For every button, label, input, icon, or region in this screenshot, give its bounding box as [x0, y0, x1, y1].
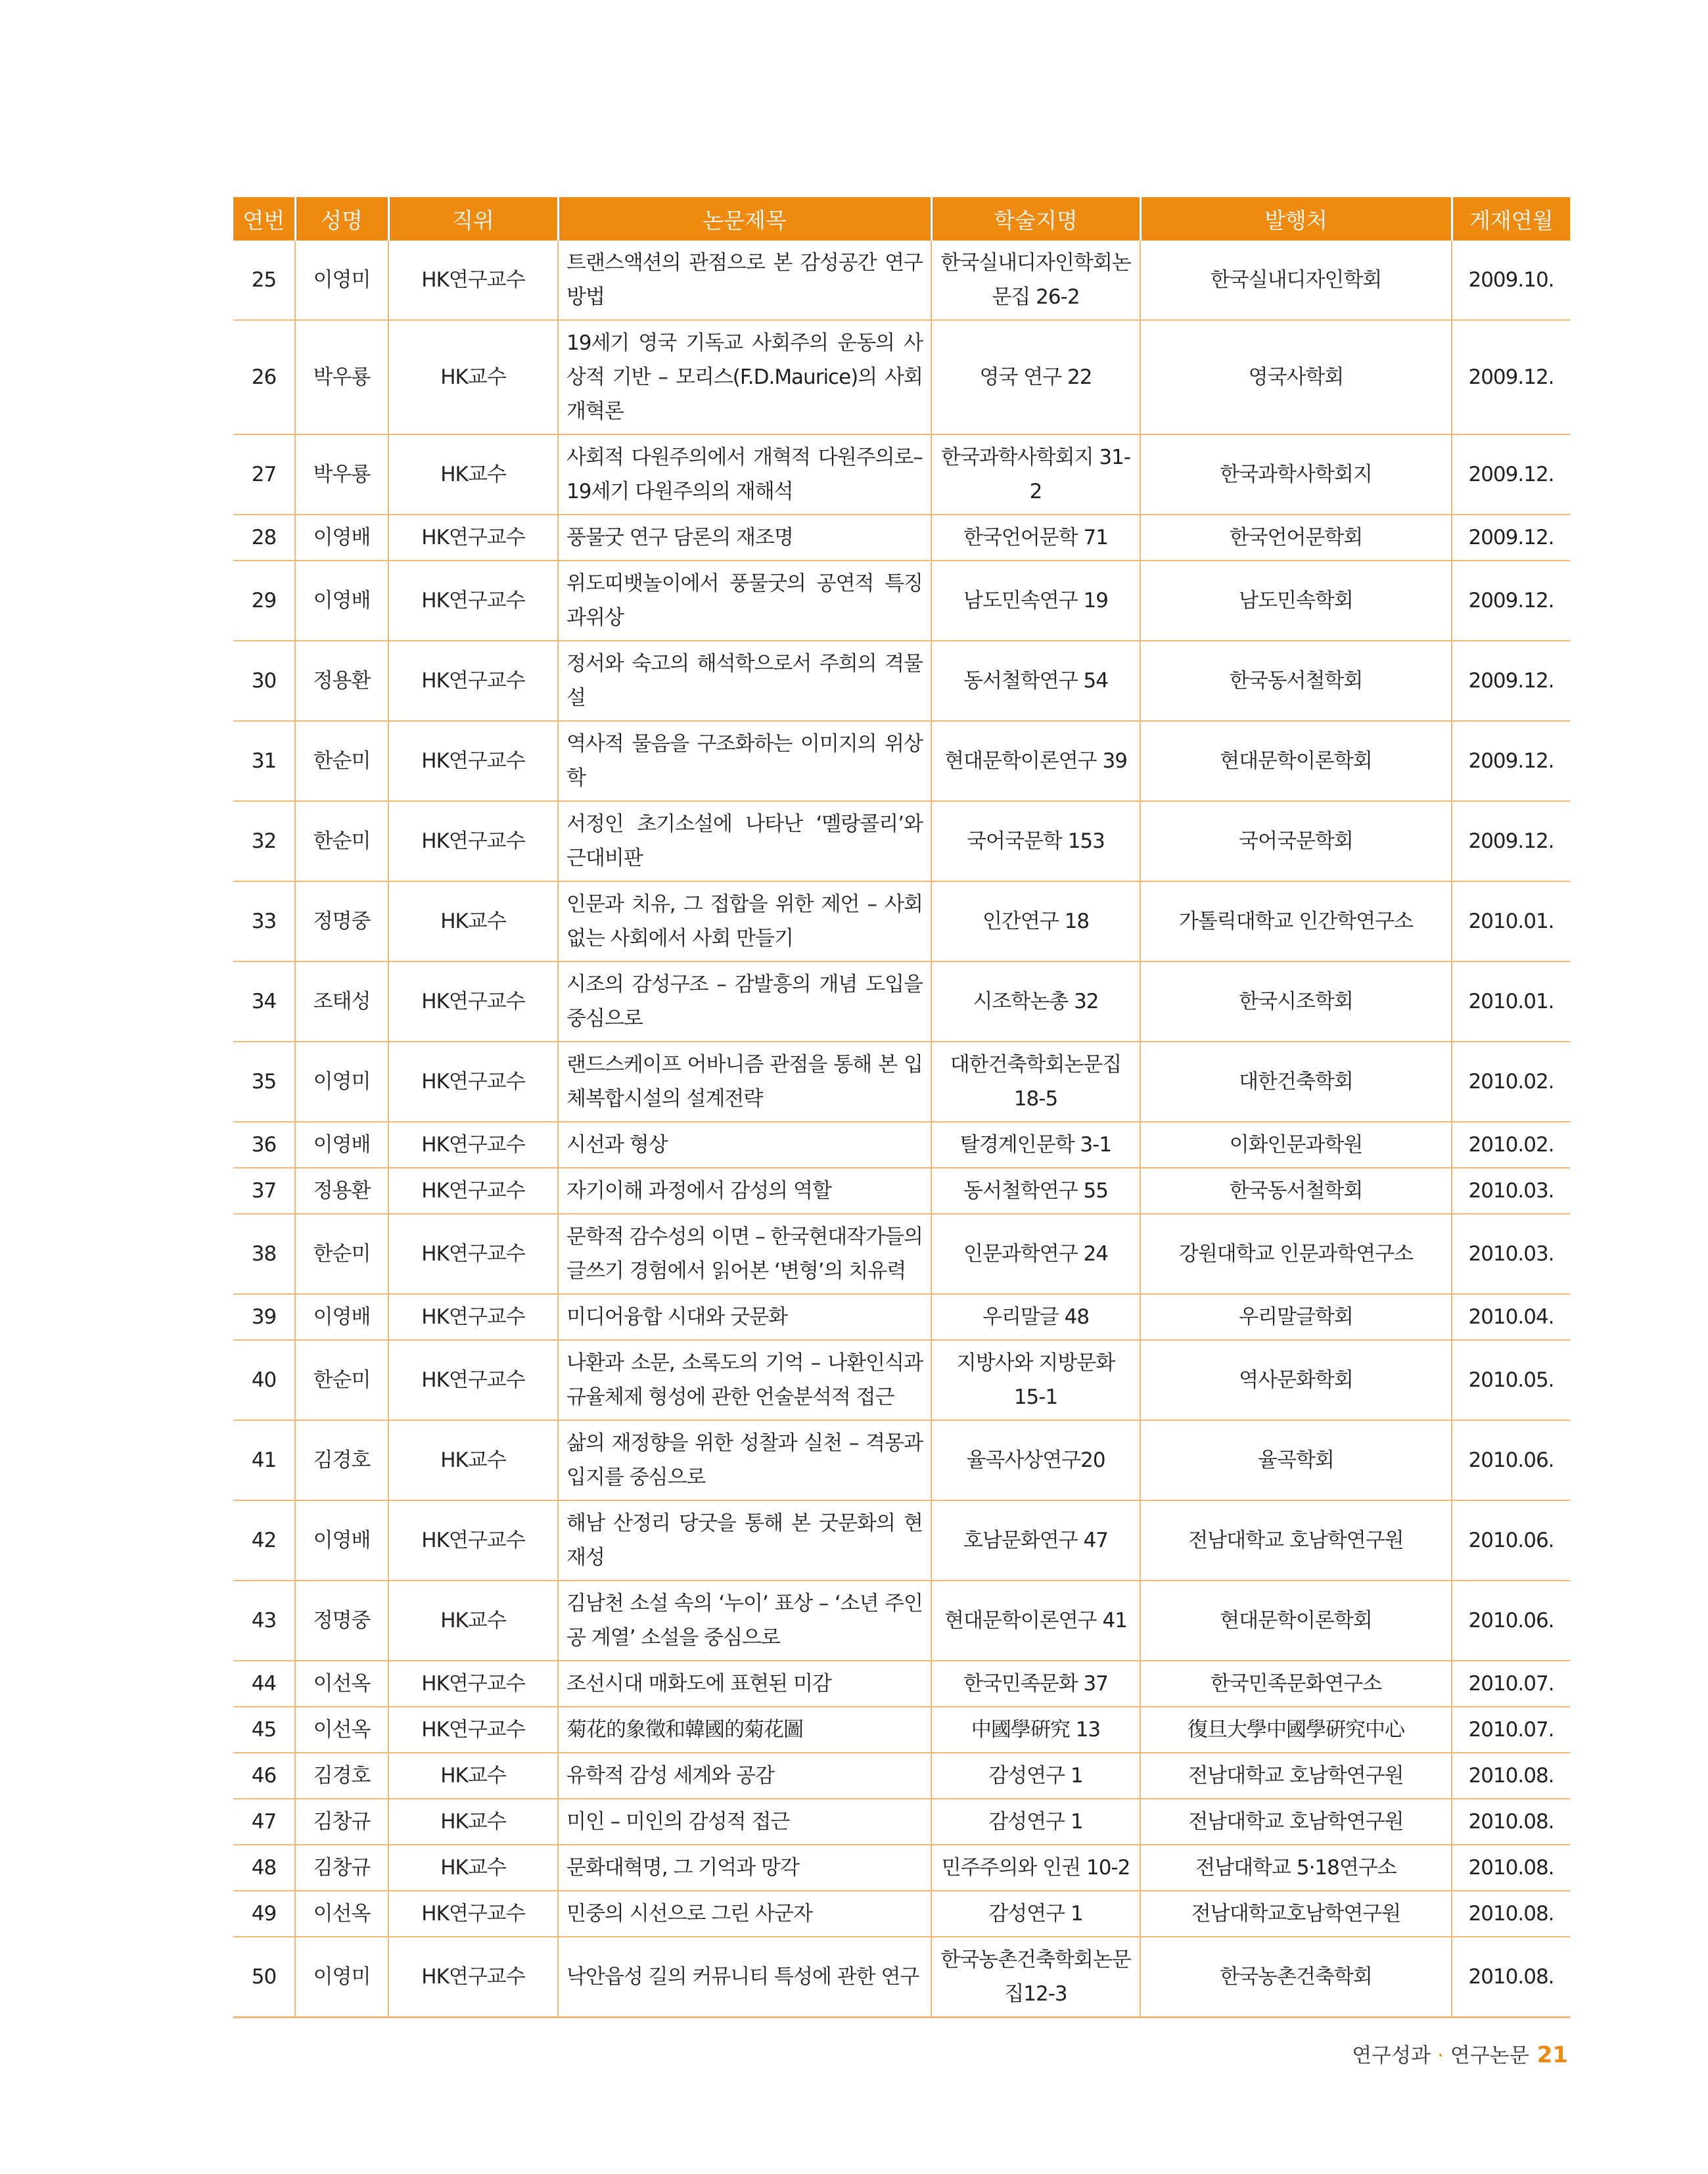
cell-date: 2010.02.: [1452, 1122, 1570, 1168]
table-row: [233, 641, 1570, 721]
cell-position: HK연구교수: [388, 515, 558, 561]
cell-position: HK연구교수: [388, 1661, 558, 1707]
cell-date: 2010.06.: [1452, 1500, 1570, 1581]
cell-name: 이선옥: [295, 1891, 388, 1937]
cell-title: 인문과 치유, 그 접합을 위한 제언 – 사회없는 사회에서 사회 만들기: [558, 881, 931, 961]
cell-position: HK연구교수: [388, 641, 558, 721]
cell-no: 48: [233, 1845, 295, 1891]
cell-publisher: 전남대학교 5·18연구소: [1140, 1845, 1452, 1891]
cell-name: 이선옥: [295, 1661, 388, 1707]
cell-date: 2010.08.: [1452, 1937, 1570, 2018]
cell-position: HK연구교수: [388, 1891, 558, 1937]
cell-title: 사회적 다원주의에서 개혁적 다원주의로–19세기 다원주의의 재해석: [558, 434, 931, 515]
cell-no: 44: [233, 1661, 295, 1707]
cell-journal: 한국언어문학 71: [931, 515, 1140, 561]
cell-publisher: 한국과학사학회지: [1140, 434, 1452, 515]
cell-journal: 남도민속연구 19: [931, 561, 1140, 641]
cell-journal: 시조학논총 32: [931, 961, 1140, 1042]
cell-name: 한순미: [295, 721, 388, 801]
cell-name: 이영배: [295, 1294, 388, 1340]
table-row: [233, 1799, 1570, 1845]
cell-date: 2010.08.: [1452, 1799, 1570, 1845]
cell-position: HK연구교수: [388, 1500, 558, 1581]
cell-journal: 민주주의와 인권 10-2: [931, 1845, 1140, 1891]
cell-position: HK연구교수: [388, 1168, 558, 1214]
cell-journal: 인간연구 18: [931, 881, 1140, 961]
cell-position: HK교수: [388, 1420, 558, 1500]
cell-journal: 현대문학이론연구 39: [931, 721, 1140, 801]
cell-publisher: 전남대학교호남학연구원: [1140, 1891, 1452, 1937]
cell-name: 정용환: [295, 1168, 388, 1214]
cell-date: 2010.08.: [1452, 1891, 1570, 1937]
cell-publisher: 한국농촌건축학회: [1140, 1937, 1452, 2018]
cell-date: 2010.06.: [1452, 1420, 1570, 1500]
table-row: [233, 1937, 1570, 2018]
cell-journal: 호남문화연구 47: [931, 1500, 1140, 1581]
cell-title: 문화대혁명, 그 기억과 망각: [558, 1845, 931, 1891]
column-header-publisher: 발행처: [1140, 197, 1452, 241]
cell-publisher: 한국실내디자인학회: [1140, 241, 1452, 320]
cell-date: 2009.12.: [1452, 561, 1570, 641]
cell-date: 2010.06.: [1452, 1581, 1570, 1661]
table-row: [233, 1420, 1570, 1500]
cell-publisher: 국어국문학회: [1140, 801, 1452, 881]
cell-date: 2010.08.: [1452, 1845, 1570, 1891]
cell-publisher: 復旦大學中國學硏究中心: [1140, 1707, 1452, 1753]
cell-title: 정서와 숙고의 해석학으로서 주희의 격물설: [558, 641, 931, 721]
cell-name: 정명중: [295, 1581, 388, 1661]
cell-no: 32: [233, 801, 295, 881]
table-row: [233, 434, 1570, 515]
cell-name: 이영배: [295, 561, 388, 641]
cell-publisher: 역사문화학회: [1140, 1340, 1452, 1420]
cell-publisher: 한국시조학회: [1140, 961, 1452, 1042]
cell-no: 47: [233, 1799, 295, 1845]
cell-title: 시조의 감성구조 – 감발흥의 개념 도입을 중심으로: [558, 961, 931, 1042]
cell-date: 2009.12.: [1452, 721, 1570, 801]
cell-position: HK연구교수: [388, 961, 558, 1042]
cell-publisher: 한국민족문화연구소: [1140, 1661, 1452, 1707]
cell-name: 한순미: [295, 801, 388, 881]
cell-title: 시선과 형상: [558, 1122, 931, 1168]
cell-journal: 탈경계인문학 3-1: [931, 1122, 1140, 1168]
column-header-name: 성명: [295, 197, 388, 241]
cell-publisher: 현대문학이론학회: [1140, 1581, 1452, 1661]
cell-name: 이영미: [295, 1937, 388, 2018]
cell-no: 35: [233, 1042, 295, 1122]
cell-no: 30: [233, 641, 295, 721]
table-body: [233, 241, 1570, 2018]
cell-no: 27: [233, 434, 295, 515]
cell-title: 서정인 초기소설에 나타난 ‘멜랑콜리’와 근대비판: [558, 801, 931, 881]
cell-no: 49: [233, 1891, 295, 1937]
cell-position: HK연구교수: [388, 721, 558, 801]
cell-journal: 국어국문학 153: [931, 801, 1140, 881]
table-row: [233, 1891, 1570, 1937]
cell-no: 45: [233, 1707, 295, 1753]
cell-position: HK교수: [388, 434, 558, 515]
column-header-date: 게재연월: [1452, 197, 1570, 241]
cell-position: HK연구교수: [388, 1294, 558, 1340]
cell-title: 민중의 시선으로 그린 사군자: [558, 1891, 931, 1937]
cell-date: 2009.12.: [1452, 801, 1570, 881]
paper-list-table: [233, 197, 1570, 2018]
footer-separator-dot: ·: [1437, 2044, 1444, 2068]
footer-section: 연구성과: [1352, 2044, 1431, 2068]
cell-name: 이영배: [295, 1122, 388, 1168]
cell-position: HK연구교수: [388, 241, 558, 320]
table-row: [233, 961, 1570, 1042]
cell-no: 50: [233, 1937, 295, 2018]
cell-title: 菊花的象徵和韓國的菊花圖: [558, 1707, 931, 1753]
cell-journal: 한국민족문화 37: [931, 1661, 1140, 1707]
table-row: [233, 1707, 1570, 1753]
cell-date: 2010.03.: [1452, 1214, 1570, 1294]
cell-date: 2010.01.: [1452, 881, 1570, 961]
cell-position: HK연구교수: [388, 1707, 558, 1753]
table-row: [233, 1581, 1570, 1661]
cell-position: HK교수: [388, 1799, 558, 1845]
cell-journal: 현대문학이론연구 41: [931, 1581, 1140, 1661]
cell-journal: 대한건축학회논문집 18-5: [931, 1042, 1140, 1122]
cell-journal: 감성연구 1: [931, 1753, 1140, 1799]
cell-journal: 中國學硏究 13: [931, 1707, 1140, 1753]
cell-name: 이영미: [295, 241, 388, 320]
cell-date: 2010.05.: [1452, 1340, 1570, 1420]
cell-position: HK연구교수: [388, 1122, 558, 1168]
cell-name: 박우룡: [295, 320, 388, 434]
cell-date: 2009.10.: [1452, 241, 1570, 320]
table-row: [233, 1294, 1570, 1340]
table-row: [233, 881, 1570, 961]
cell-date: 2010.07.: [1452, 1661, 1570, 1707]
cell-title: 트랜스액션의 관점으로 본 감성공간 연구방법: [558, 241, 931, 320]
cell-name: 이영미: [295, 1042, 388, 1122]
cell-no: 42: [233, 1500, 295, 1581]
cell-title: 위도띠뱃놀이에서 풍물굿의 공연적 특징과위상: [558, 561, 931, 641]
cell-name: 한순미: [295, 1214, 388, 1294]
cell-no: 46: [233, 1753, 295, 1799]
cell-name: 김경호: [295, 1753, 388, 1799]
cell-no: 29: [233, 561, 295, 641]
cell-no: 43: [233, 1581, 295, 1661]
cell-publisher: 가톨릭대학교 인간학연구소: [1140, 881, 1452, 961]
cell-name: 조태성: [295, 961, 388, 1042]
cell-name: 김창규: [295, 1845, 388, 1891]
cell-position: HK연구교수: [388, 1214, 558, 1294]
cell-position: HK교수: [388, 1845, 558, 1891]
cell-date: 2009.12.: [1452, 434, 1570, 515]
cell-position: HK연구교수: [388, 801, 558, 881]
cell-date: 2010.01.: [1452, 961, 1570, 1042]
cell-title: 풍물굿 연구 담론의 재조명: [558, 515, 931, 561]
cell-publisher: 강원대학교 인문과학연구소: [1140, 1214, 1452, 1294]
cell-date: 2009.12.: [1452, 320, 1570, 434]
cell-name: 김경호: [295, 1420, 388, 1500]
cell-journal: 지방사와 지방문화 15-1: [931, 1340, 1140, 1420]
cell-journal: 동서철학연구 54: [931, 641, 1140, 721]
cell-journal: 감성연구 1: [931, 1891, 1140, 1937]
cell-title: 조선시대 매화도에 표현된 미감: [558, 1661, 931, 1707]
table-row: [233, 1753, 1570, 1799]
cell-journal: 인문과학연구 24: [931, 1214, 1140, 1294]
cell-publisher: 율곡학회: [1140, 1420, 1452, 1500]
cell-title: 유학적 감성 세계와 공감: [558, 1753, 931, 1799]
cell-title: 19세기 영국 기독교 사회주의 운동의 사상적 기반 – 모리스(F.D.Maurice)의 사회개혁론: [558, 320, 931, 434]
column-header-no: 연번: [233, 197, 295, 241]
cell-position: HK교수: [388, 1753, 558, 1799]
footer-subsection: 연구논문: [1450, 2044, 1529, 2068]
table-row: [233, 1340, 1570, 1420]
cell-journal: 한국실내디자인학회논문집 26-2: [931, 241, 1140, 320]
cell-position: HK교수: [388, 1581, 558, 1661]
cell-publisher: 전남대학교 호남학연구원: [1140, 1799, 1452, 1845]
cell-position: HK연구교수: [388, 1937, 558, 2018]
cell-date: 2010.02.: [1452, 1042, 1570, 1122]
table-header-row: [233, 197, 1570, 241]
cell-publisher: 우리말글학회: [1140, 1294, 1452, 1340]
cell-date: 2010.04.: [1452, 1294, 1570, 1340]
cell-date: 2010.08.: [1452, 1753, 1570, 1799]
cell-publisher: 영국사학회: [1140, 320, 1452, 434]
cell-position: HK연구교수: [388, 561, 558, 641]
cell-no: 36: [233, 1122, 295, 1168]
cell-no: 37: [233, 1168, 295, 1214]
cell-title: 랜드스케이프 어바니즘 관점을 통해 본 입체복합시설의 설계전략: [558, 1042, 931, 1122]
cell-date: 2009.12.: [1452, 515, 1570, 561]
cell-title: 미디어융합 시대와 굿문화: [558, 1294, 931, 1340]
table-row: [233, 241, 1570, 320]
page-footer: [1352, 2039, 1568, 2068]
cell-publisher: 현대문학이론학회: [1140, 721, 1452, 801]
column-header-journal: 학술지명: [931, 197, 1140, 241]
cell-name: 정용환: [295, 641, 388, 721]
cell-title: 자기이해 과정에서 감성의 역할: [558, 1168, 931, 1214]
cell-publisher: 한국동서철학회: [1140, 1168, 1452, 1214]
cell-journal: 율곡사상연구20: [931, 1420, 1140, 1500]
table-row: [233, 515, 1570, 561]
cell-no: 26: [233, 320, 295, 434]
cell-publisher: 한국언어문학회: [1140, 515, 1452, 561]
cell-title: 미인 – 미인의 감성적 접근: [558, 1799, 931, 1845]
cell-no: 25: [233, 241, 295, 320]
table-row: [233, 1168, 1570, 1214]
cell-title: 낙안읍성 길의 커뮤니티 특성에 관한 연구: [558, 1937, 931, 2018]
cell-name: 이선옥: [295, 1707, 388, 1753]
cell-date: 2010.03.: [1452, 1168, 1570, 1214]
table-row: [233, 561, 1570, 641]
cell-name: 이영배: [295, 1500, 388, 1581]
table-row: [233, 1214, 1570, 1294]
cell-journal: 한국농촌건축학회논문집12-3: [931, 1937, 1140, 2018]
cell-name: 김창규: [295, 1799, 388, 1845]
cell-title: 김남천 소설 속의 ‘누이’ 표상 – ‘소년 주인공 계열’ 소설을 중심으로: [558, 1581, 931, 1661]
cell-name: 정명중: [295, 881, 388, 961]
cell-journal: 한국과학사학회지 31-2: [931, 434, 1140, 515]
cell-journal: 감성연구 1: [931, 1799, 1140, 1845]
cell-name: 한순미: [295, 1340, 388, 1420]
cell-publisher: 이화인문과학원: [1140, 1122, 1452, 1168]
table-row: [233, 1500, 1570, 1581]
cell-publisher: 전남대학교 호남학연구원: [1140, 1753, 1452, 1799]
cell-no: 28: [233, 515, 295, 561]
column-header-title: 논문제목: [558, 197, 931, 241]
cell-position: HK교수: [388, 881, 558, 961]
cell-position: HK교수: [388, 320, 558, 434]
cell-name: 이영배: [295, 515, 388, 561]
cell-title: 해남 산정리 당굿을 통해 본 굿문화의 현재성: [558, 1500, 931, 1581]
cell-position: HK연구교수: [388, 1340, 558, 1420]
cell-publisher: 대한건축학회: [1140, 1042, 1452, 1122]
cell-no: 38: [233, 1214, 295, 1294]
cell-title: 문학적 감수성의 이면 – 한국현대작가들의 글쓰기 경험에서 읽어본 ‘변형’의 치유력: [558, 1214, 931, 1294]
cell-journal: 우리말글 48: [931, 1294, 1140, 1340]
cell-journal: 동서철학연구 55: [931, 1168, 1140, 1214]
cell-publisher: 한국동서철학회: [1140, 641, 1452, 721]
cell-no: 33: [233, 881, 295, 961]
page-number: 21: [1536, 2042, 1568, 2068]
table-row: [233, 1661, 1570, 1707]
cell-publisher: 전남대학교 호남학연구원: [1140, 1500, 1452, 1581]
table-row: [233, 721, 1570, 801]
cell-no: 39: [233, 1294, 295, 1340]
column-header-position: 직위: [388, 197, 558, 241]
cell-journal: 영국 연구 22: [931, 320, 1140, 434]
table-row: [233, 1845, 1570, 1891]
cell-no: 40: [233, 1340, 295, 1420]
cell-no: 31: [233, 721, 295, 801]
cell-date: 2009.12.: [1452, 641, 1570, 721]
cell-no: 34: [233, 961, 295, 1042]
table-row: [233, 1122, 1570, 1168]
cell-title: 나환과 소문, 소록도의 기억 – 나환인식과 규율체제 형성에 관한 언술분석적 접근: [558, 1340, 931, 1420]
table-row: [233, 801, 1570, 881]
cell-title: 역사적 물음을 구조화하는 이미지의 위상학: [558, 721, 931, 801]
table-row: [233, 320, 1570, 434]
cell-position: HK연구교수: [388, 1042, 558, 1122]
cell-title: 삶의 재정향을 위한 성찰과 실천 – 격몽과 입지를 중심으로: [558, 1420, 931, 1500]
cell-no: 41: [233, 1420, 295, 1500]
cell-publisher: 남도민속학회: [1140, 561, 1452, 641]
cell-date: 2010.07.: [1452, 1707, 1570, 1753]
cell-name: 박우룡: [295, 434, 388, 515]
table-row: [233, 1042, 1570, 1122]
